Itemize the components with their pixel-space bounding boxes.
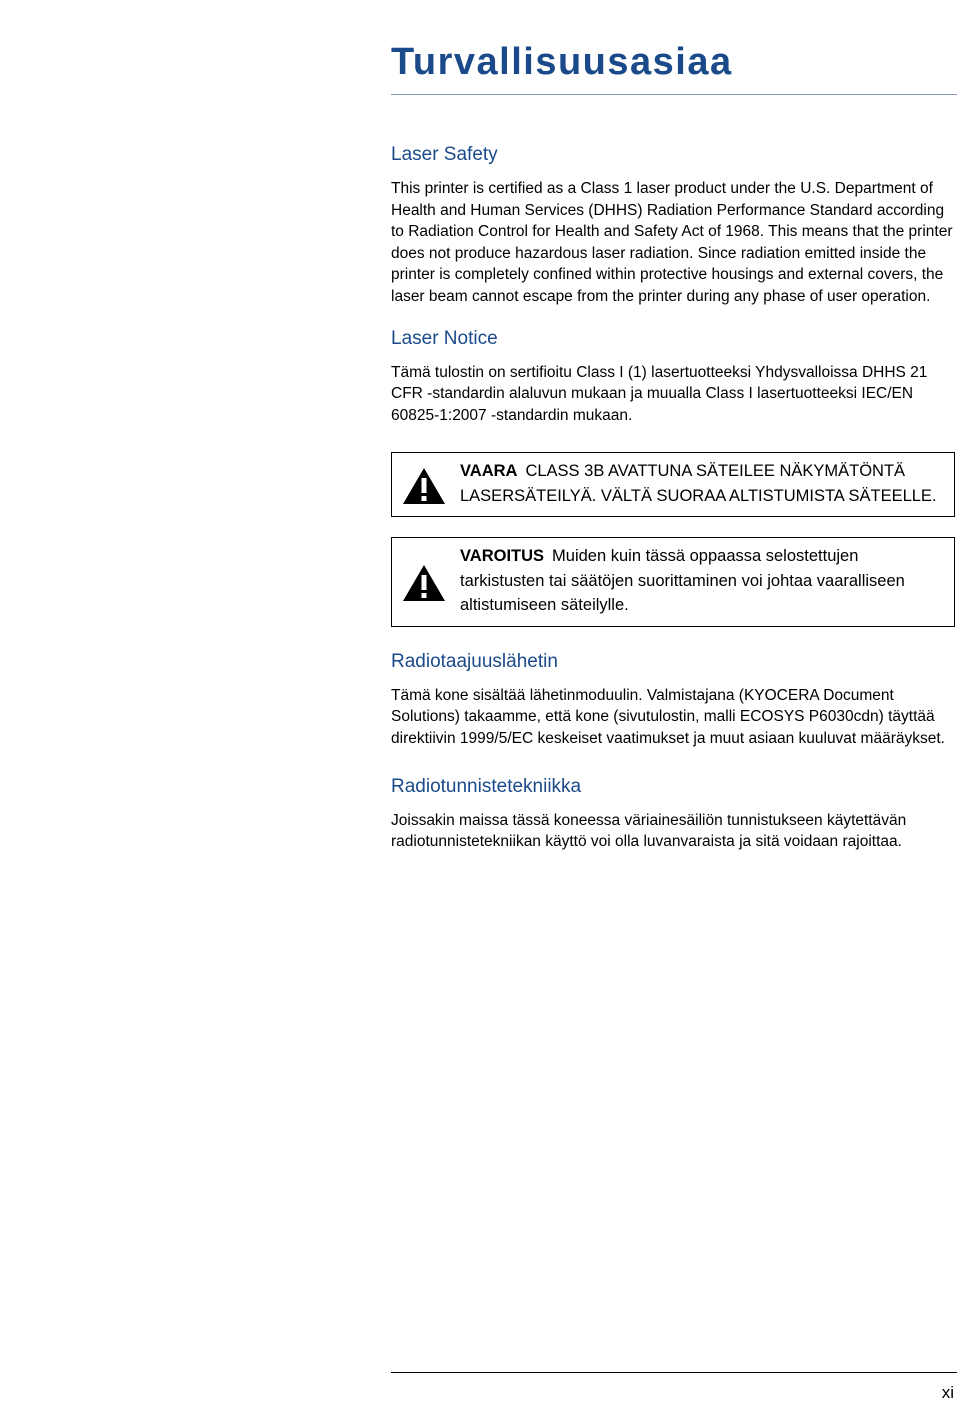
laser-safety-section bbox=[391, 142, 957, 308]
page-number: xi bbox=[941, 1383, 954, 1402]
warning-triangle-icon bbox=[402, 564, 446, 602]
danger-warning-text bbox=[460, 459, 942, 508]
danger-label: VAARA bbox=[460, 462, 518, 481]
laser-notice-body: Tämä tulostin on sertifioitu Class I (1) lasertuotteeksi Yhdysvalloissa DHHS 21 CFR -standardin alaluvun mukaan ja muualla Class I lasertuotteeksi IEC/EN 60825-1:2007 -standardin mukaan. bbox=[391, 363, 928, 424]
rfid-body: Joissakin maissa tässä koneessa väriainesäiliön tunnistukseen käytettävän radiotunnistetekniikan käyttö voi olla luvanvaraista ja sitä voidaan rajoittaa. bbox=[391, 811, 907, 851]
radio-transmitter-section bbox=[391, 649, 957, 750]
warning-triangle-icon bbox=[402, 467, 446, 505]
page-title: Turvallisuusasiaa bbox=[391, 41, 733, 83]
caution-warning-text bbox=[460, 544, 942, 618]
laser-safety-body: This printer is certified as a Class 1 laser product under the U.S. Department of Health and Human Services (DHHS) Radiation Performance Standard according to Radiation Control for Health and Safety Act of 1968. This means that the printer does not produce hazardous laser radiation. Since radiation emitted inside the printer is completely confined within protective housings and external covers, the laser beam cannot escape from the printer during any phase of user operation. bbox=[391, 180, 953, 305]
caution-label: VAROITUS bbox=[460, 547, 545, 566]
danger-message: CLASS 3B AVATTUNA SÄTEILEE NÄKYMÄTÖNTÄ LASERSÄTEILYÄ. VÄLTÄ SUORAA ALTISTUMISTA SÄTEELLE. bbox=[460, 462, 937, 505]
rfid-section bbox=[391, 774, 957, 853]
title-divider bbox=[391, 94, 957, 95]
laser-notice-heading: Laser Notice bbox=[391, 327, 498, 349]
main-content bbox=[391, 142, 957, 871]
radio-transmitter-body: Tämä kone sisältää lähetinmoduulin. Valmistajana (KYOCERA Document Solutions) takaamme, että kone (sivutulostin, malli ECOSYS P6030cdn) täyttää direktiivin 1999/5/EC keskeiset vaatimukset ja muut asiaan kuuluvat määräykset. bbox=[391, 686, 945, 748]
danger-warning-box bbox=[391, 452, 955, 517]
footer-divider bbox=[391, 1372, 957, 1373]
rfid-heading: Radiotunnistetekniikka bbox=[391, 775, 582, 797]
caution-warning-box bbox=[391, 537, 955, 627]
laser-notice-section bbox=[391, 326, 957, 427]
radio-transmitter-heading: Radiotaajuuslähetin bbox=[391, 650, 558, 672]
laser-safety-heading: Laser Safety bbox=[391, 144, 498, 165]
caution-message: Muiden kuin tässä oppaassa selostettujen tarkistusten tai säätöjen suorittaminen voi johtaa vaaralliseen altistumiseen säteilylle. bbox=[460, 547, 905, 615]
